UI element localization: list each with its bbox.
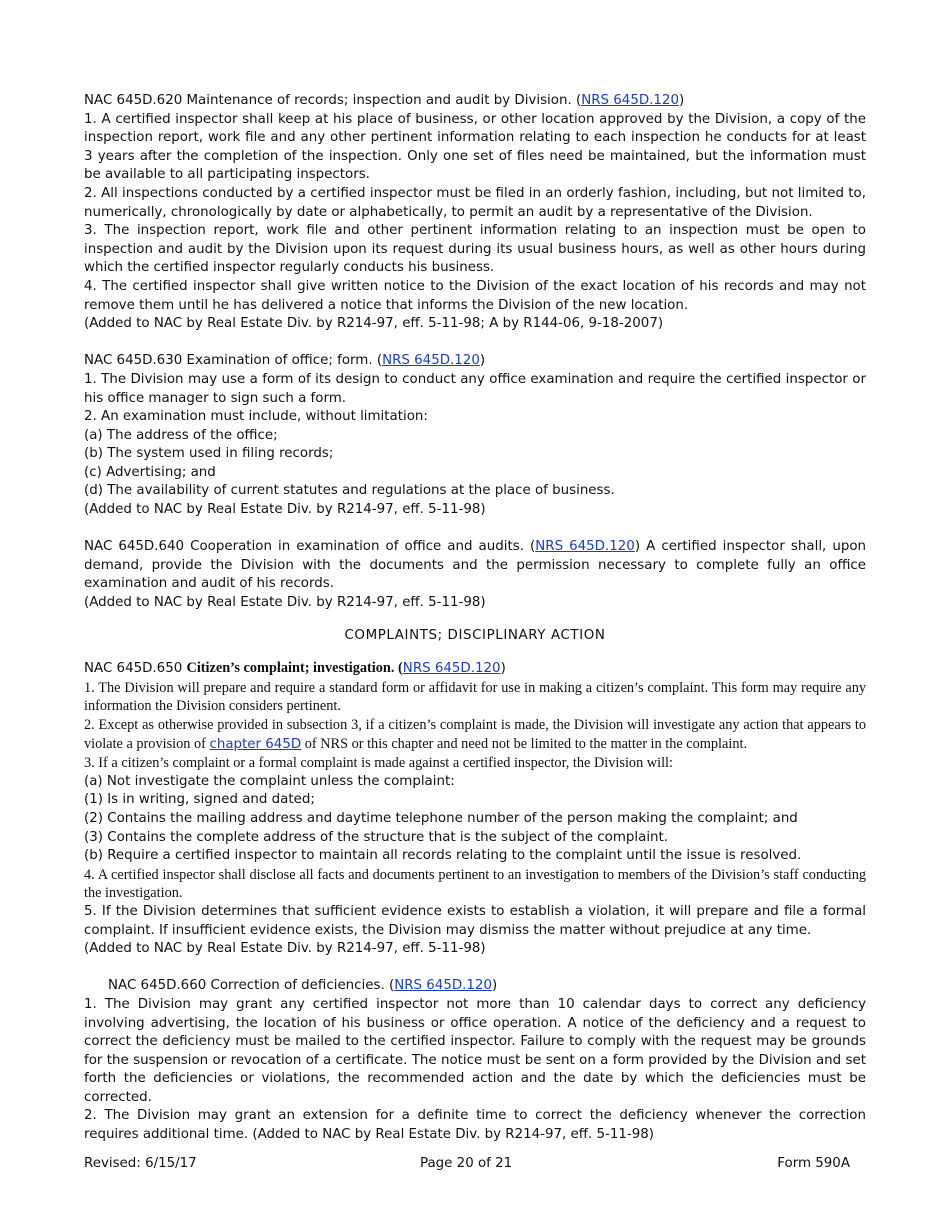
page-number: Page 20 of 21 — [420, 1156, 513, 1171]
list-item: (b) The system used in filing records; — [84, 446, 334, 462]
list-item: (a) The address of the office; — [84, 427, 278, 443]
list-item: (3) Contains the complete address of the structure that is the subject of the complaint. — [84, 829, 669, 845]
history-note: (Added to NAC by Real Estate Div. by R214-97, eff. 5-11-98) — [84, 941, 486, 957]
page-footer — [84, 1156, 850, 1171]
paragraph: 1. The Division will prepare and require a standard form or affidavit for use in making a citizen’s complaint. This form may require any information the Division considers pertinent. — [84, 679, 866, 715]
paragraph: 3. If a citizen’s complaint or a formal complaint is made against a certified inspector, the Division will: — [84, 755, 673, 772]
history-note: (Added to NAC by Real Estate Div. by R214-97, eff. 5-11-98) — [84, 502, 486, 518]
paragraph: 1. The Division may grant any certified inspector not more than 10 calendar days to correct any deficiency involving advertising, the location of his business or office operation. A notice of the deficiency and a request to correct the deficiency must be mailed to the certified inspector. Failure to comply with the request may be grounds for the suspension or revocation of a certificate. The notice must be sent on a form provided by the Division and set forth the deficiencies or violations, the recommended action and the date by which the deficiencies must be corrected. — [84, 996, 866, 1105]
list-item: (2) Contains the mailing address and daytime telephone number of the person making the complaint; and — [84, 810, 798, 826]
document-body — [84, 92, 866, 1145]
paragraph: 5. If the Division determines that sufficient evidence exists to establish a violation, it will prepare and file a formal complaint. If insufficient evidence exists, the Division may dismiss the matter without prejudice at any time. — [84, 903, 866, 938]
nrs-link-640[interactable]: NRS 645D.120 — [535, 539, 635, 555]
list-item: (c) Advertising; and — [84, 464, 216, 480]
section-heading-650: NAC 645D.650 Citizen’s complaint; investigation. (NRS 645D.120) — [84, 660, 506, 677]
nrs-link-650[interactable]: NRS 645D.120 — [402, 661, 501, 677]
section-heading-620: NAC 645D.620 Maintenance of records; inspection and audit by Division. (NRS 645D.120) — [84, 93, 685, 108]
list-item: (1) Is in writing, signed and dated; — [84, 792, 315, 808]
section-heading-640: NAC 645D.640 Cooperation in examination of office and audits. (NRS 645D.120) A certified inspector shall, upon demand, provide the Division with the documents and the permission necessary to complete fully an office examination and audit of his records. — [84, 539, 867, 592]
history-note: (Added to NAC by Real Estate Div. by R214-97, eff. 5-11-98; A by R144-06, 9-18-2007) — [84, 316, 664, 332]
list-item: (a) Not investigate the complaint unless the complaint: — [84, 773, 455, 789]
chapter-645d-link[interactable]: chapter 645D — [209, 736, 302, 752]
paragraph: 2. The Division may grant an extension for a definite time to correct the deficiency whenever the correction requires additional time. (Added to NAC by Real Estate Div. by R214-97, eff. 5-11-98) — [84, 1108, 866, 1143]
paragraph: 4. A certified inspector shall disclose all facts and documents pertinent to an investigation to members of the Division’s staff conducting the investigation. — [84, 866, 866, 902]
section-title: COMPLAINTS; DISCIPLINARY ACTION — [344, 627, 606, 643]
form-number: Form 590A — [777, 1156, 850, 1171]
paragraph: 1. A certified inspector shall keep at his place of business, or other location approved by the Division, a copy of the inspection report, work file and any other pertinent information relating to each inspection he conducts for at least 3 years after the completion of the inspection. Only one set of files need be maintained, but the information must be available to all participating inspectors. — [84, 111, 866, 183]
nrs-link-620[interactable]: NRS 645D.120 — [581, 93, 679, 108]
paragraph: 1. The Division may use a form of its design to conduct any office examination and require the certified inspector or his office manager to sign such a form. — [84, 371, 866, 406]
paragraph: 3. The inspection report, work file and other pertinent information relating to an inspection must be open to inspection and audit by the Division upon its request during its usual business hours, as well as other hours during which the certified inspector regularly conducts his business. — [84, 223, 866, 276]
paragraph: 2. An examination must include, without limitation: — [84, 409, 428, 425]
revised-date: Revised: 6/15/17 — [84, 1156, 197, 1171]
nrs-link-660[interactable]: NRS 645D.120 — [394, 978, 492, 994]
history-note: (Added to NAC by Real Estate Div. by R214-97, eff. 5-11-98) — [84, 595, 486, 611]
paragraph: 2. Except as otherwise provided in subsection 3, if a citizen’s complaint is made, the Division will investigate any action that appears to violate a provision of chapter 645D of NRS or this chapter and need not be limited to the matter in the complaint. — [84, 717, 866, 752]
section-heading-660: NAC 645D.660 Correction of deficiencies. (NRS 645D.120) — [108, 978, 498, 994]
list-item: (d) The availability of current statutes and regulations at the place of business. — [84, 483, 615, 499]
section-heading-630: NAC 645D.630 Examination of office; form. (NRS 645D.120) — [84, 353, 486, 369]
nrs-link-630[interactable]: NRS 645D.120 — [382, 353, 480, 369]
paragraph: 4. The certified inspector shall give written notice to the Division of the exact location of his records and may not remove them until he has delivered a notice that informs the Division of the new location. — [84, 278, 866, 313]
list-item: (b) Require a certified inspector to maintain all records relating to the complaint until the issue is resolved. — [84, 848, 802, 864]
paragraph: 2. All inspections conducted by a certified inspector must be filed in an orderly fashion, including, but not limited to, numerically, chronologically by date or alphabetically, to permit an audit by a representative of the Division. — [84, 185, 866, 220]
